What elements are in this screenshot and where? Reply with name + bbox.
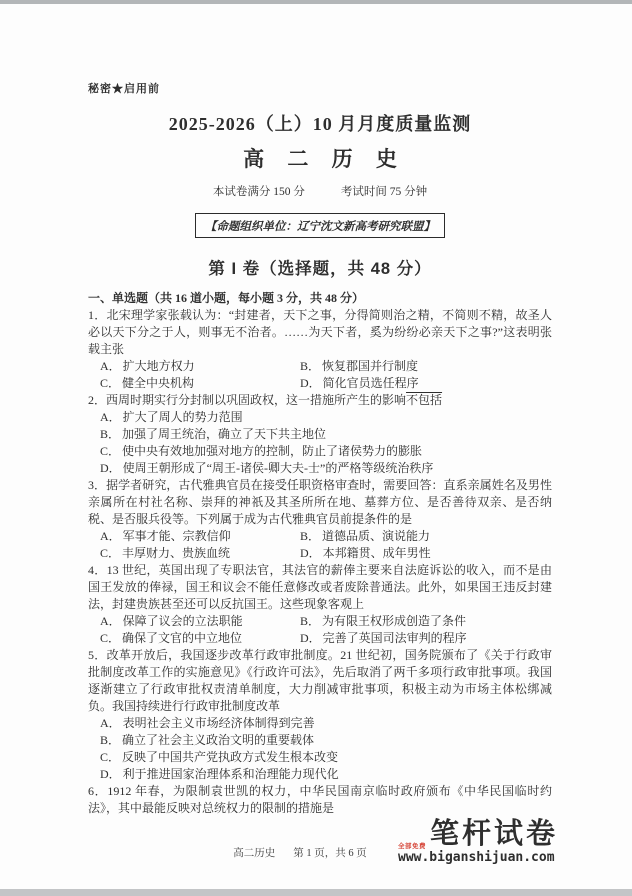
option-text: 保障了议会的立法职能 — [122, 614, 243, 628]
question-5-options — [88, 715, 552, 783]
option-b — [100, 732, 552, 749]
option-c — [100, 630, 300, 647]
option-label: A． — [100, 410, 121, 424]
option-text: 军事才能、宗教信仰 — [122, 529, 231, 543]
option-text: 加强了周王统治，确立了天下共主地位 — [122, 427, 327, 441]
option-text: 简化官员选任程序 — [322, 376, 419, 390]
security-label: 秘密★启用前 — [88, 83, 160, 95]
option-label: B． — [300, 529, 321, 543]
option-text: 完善了英国司法审判的程序 — [322, 631, 467, 645]
option-label: B． — [100, 427, 121, 441]
option-text: 为有限王权形成创造了条件 — [322, 614, 467, 628]
question-stem-text: 13 世纪，英国出现了专职法官，其法官的薪俸主要来自法庭诉讼的收入，而不是由国王发放的俸禄，国王和议会不能任意修改或者废除普通法。此外，如果国王违反封建法，封建贵族甚至还可以反抗国王。这些现象客观上 — [88, 563, 552, 611]
watermark-brand: 笔杆试卷 — [429, 818, 558, 850]
option-a — [100, 528, 300, 545]
footer-subject-label: 高二历史 — [233, 848, 276, 859]
question-1-stem — [88, 307, 552, 358]
question-2-options — [88, 409, 552, 477]
scan-edge-bottom — [0, 889, 632, 896]
duration-label: 考试时间 75 分钟 — [340, 186, 428, 198]
option-label: D． — [300, 546, 321, 560]
question-5-stem — [88, 647, 552, 715]
option-text: 丰厚财力、贵族血统 — [122, 546, 231, 560]
question-6-stem — [88, 783, 552, 817]
question-number: 5． — [88, 648, 107, 662]
option-b — [100, 426, 552, 443]
full-score-label: 本试卷满分 150 分 — [212, 186, 305, 198]
question-stem-text: 1912 年春，为限制袁世凯的权力，中华民国南京临时政府颁布《中华民国临时约法》，其中最能反映对总统权力的限制的措施是 — [88, 784, 552, 815]
option-label: C． — [100, 376, 121, 390]
question-stem-text: 据学者研究，古代雅典官员在接受任职资格审查时，需要回答：直系亲属姓名及男性亲属所在村社名称、崇拜的神祇及其圣所所在地、墓葬方位、是否善待双亲、是否纳税、是否服兵役等。下列属于成为古代雅典官员前提条件的是 — [88, 478, 552, 526]
section-title: 第 I 卷（选择题，共 48 分） — [208, 260, 432, 278]
option-b — [300, 528, 552, 545]
option-label: A． — [100, 614, 121, 628]
option-text: 表明社会主义市场经济体制得到完善 — [122, 716, 315, 730]
option-label: B． — [300, 359, 321, 373]
question-stem-text: 北宋理学家张载认为：“封建者，天下之事，分得简则治之精，不简则不精，故圣人必以天下分之于人，则事无不治者。……为天下者，奚为纷纷必亲天下之事?”这表明张载主张 — [88, 308, 552, 356]
option-text: 使周王朝形成了“周王-诸侯-卿大夫-士”的严格等级统治秩序 — [122, 461, 434, 475]
watermark-url: www.biganshijuan.com — [398, 850, 555, 865]
question-number: 4． — [88, 563, 107, 577]
page-content — [88, 4, 552, 817]
option-label: D． — [300, 631, 321, 645]
question-5 — [88, 647, 552, 783]
option-label: A． — [100, 529, 121, 543]
option-text: 使中央有效地加强对地方的控制，防止了诸侯势力的膨胀 — [122, 444, 423, 458]
option-text: 确保了文官的中立地位 — [122, 631, 243, 645]
watermark — [398, 820, 560, 882]
option-text: 道德品质、演说能力 — [322, 529, 431, 543]
option-b — [300, 613, 552, 630]
option-d — [100, 460, 552, 477]
exam-title: 2025-2026（上）10 月月度质量监测 — [168, 114, 472, 134]
question-3 — [88, 477, 552, 562]
option-label: C． — [100, 750, 121, 764]
option-a — [100, 358, 300, 375]
option-b — [300, 358, 552, 375]
question-2-stem — [88, 392, 552, 409]
watermark-tagline: 全部免费 — [398, 843, 426, 850]
option-d — [100, 766, 552, 783]
question-3-stem — [88, 477, 552, 528]
option-label: D． — [100, 767, 121, 781]
option-a — [100, 715, 552, 732]
option-text: 利于推进国家治理体系和治理能力现代化 — [122, 767, 339, 781]
question-number: 6． — [88, 784, 108, 798]
question-4-stem — [88, 562, 552, 613]
option-text: 本邦籍贯、成年男性 — [322, 546, 431, 560]
exam-info — [88, 183, 552, 199]
option-c — [100, 443, 552, 460]
option-label: B． — [100, 733, 121, 747]
question-2 — [88, 392, 552, 477]
option-c — [100, 545, 300, 562]
option-label: C． — [100, 631, 121, 645]
question-number: 1． — [88, 308, 107, 322]
option-label: A． — [100, 359, 121, 373]
option-text: 反映了中国共产党执政方式发生根本改变 — [122, 750, 339, 764]
option-label: C． — [100, 546, 121, 560]
footer-page-info: 第 1 页，共 6 页 — [293, 848, 367, 859]
question-stem-text: 改革开放后，我国逐步改革行政审批制度。21 世纪初，国务院颁布了《关于行政审批制度改革工作的实施意见》《行政许可法》，先后取消了两千多项行政审批事项。我国逐渐建立了行政审批权责清单制度，大力削减审批事项，积极主动为市场主体松绑减负。我国持续进行行政审批制度改革 — [88, 648, 552, 713]
option-c — [100, 749, 552, 766]
option-text: 健全中央机构 — [122, 376, 195, 390]
option-text: 扩大地方权力 — [122, 359, 195, 373]
option-label: D． — [100, 461, 121, 475]
option-label: C． — [100, 444, 121, 458]
question-1 — [88, 307, 552, 392]
option-label: D． — [300, 376, 321, 390]
question-4-options — [88, 613, 552, 647]
option-c — [100, 375, 300, 392]
option-text: 扩大了周人的势力范围 — [122, 410, 243, 424]
question-number: 3． — [88, 478, 107, 492]
option-d — [300, 630, 552, 647]
organizer-box: 【命题组织单位：辽宁沈文新高考研究联盟】 — [195, 213, 445, 238]
question-stem-emphasis: 不包括 — [406, 393, 443, 407]
question-4 — [88, 562, 552, 647]
option-text: 确立了社会主义政治文明的重要载体 — [122, 733, 315, 747]
organizer-box-wrap — [88, 213, 552, 238]
option-a — [100, 613, 300, 630]
option-d — [300, 375, 552, 392]
question-6 — [88, 783, 552, 817]
option-a — [100, 409, 552, 426]
subject-title: 高 二 历 史 — [243, 147, 406, 171]
question-1-options — [88, 358, 552, 392]
option-label: A． — [100, 716, 121, 730]
option-label: B． — [300, 614, 321, 628]
question-3-options — [88, 528, 552, 562]
part-heading: 一、单选题（共 16 道小题，每小题 3 分，共 48 分） — [88, 291, 365, 305]
option-text: 恢复郡国并行制度 — [322, 359, 419, 373]
option-d — [300, 545, 552, 562]
question-number: 2． — [88, 393, 107, 407]
question-stem-text: 西周时期实行分封制以巩固政权，这一措施所产生的影响 — [106, 393, 407, 407]
